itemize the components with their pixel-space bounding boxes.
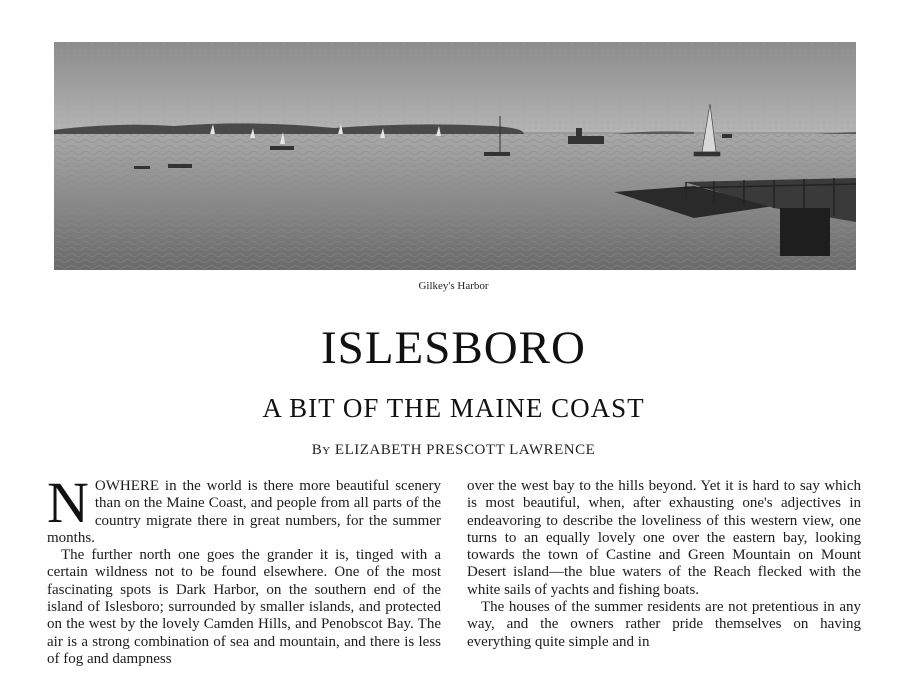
left-paragraph-2: The further north one goes the grander it is, tinged with a certain wildness not to be found elsewhere. One of the most fascinating spots is Dark Harbor, on the southern end of the island of Islesboro; surrounded by smaller islands, and protected on the west by the lovely Camden Hills, and Penobscot Bay. The air is a strong combination of sea and mountain, and there is less of fog and dampness bbox=[47, 547, 441, 667]
byline bbox=[0, 442, 907, 459]
left-paragraph-1 bbox=[47, 470, 441, 547]
figure-caption: Gilkey's Harbor bbox=[418, 280, 489, 292]
right-paragraph-2: The houses of the summer residents are not pretentious in any way, and the owners rather pride themselves on having everything quite simple and in bbox=[467, 599, 861, 650]
left-paragraph-1-text: OWHERE in the world is there more beautiful scenery than on the Maine Coast, and people from all parts of the country migrate there in great numbers, for the summer months. bbox=[47, 478, 441, 546]
author-name: ELIZABETH PRESCOTT LAWRENCE bbox=[334, 442, 596, 458]
left-column bbox=[47, 470, 441, 668]
article-title: ISLESBORO bbox=[321, 322, 586, 374]
article-subtitle: A BIT OF THE MAINE COAST bbox=[262, 393, 645, 423]
harbor-photo bbox=[54, 42, 856, 270]
right-column bbox=[467, 478, 861, 651]
drop-cap: N bbox=[47, 470, 89, 535]
byline-prefix: By bbox=[311, 442, 331, 458]
right-paragraph-1: over the west bay to the hills beyond. Yet it is hard to say which is most beautiful, when, after exhausting one's adjectives in endeavoring to describe the loveliness of this western view, one turns to an equally lovely one over the eastern bay, looking towards the town of Castine and Green Mountain on Mount Desert island—the blue waters of the Reach flecked with the white sails of yachts and fishing boats. bbox=[467, 478, 861, 598]
